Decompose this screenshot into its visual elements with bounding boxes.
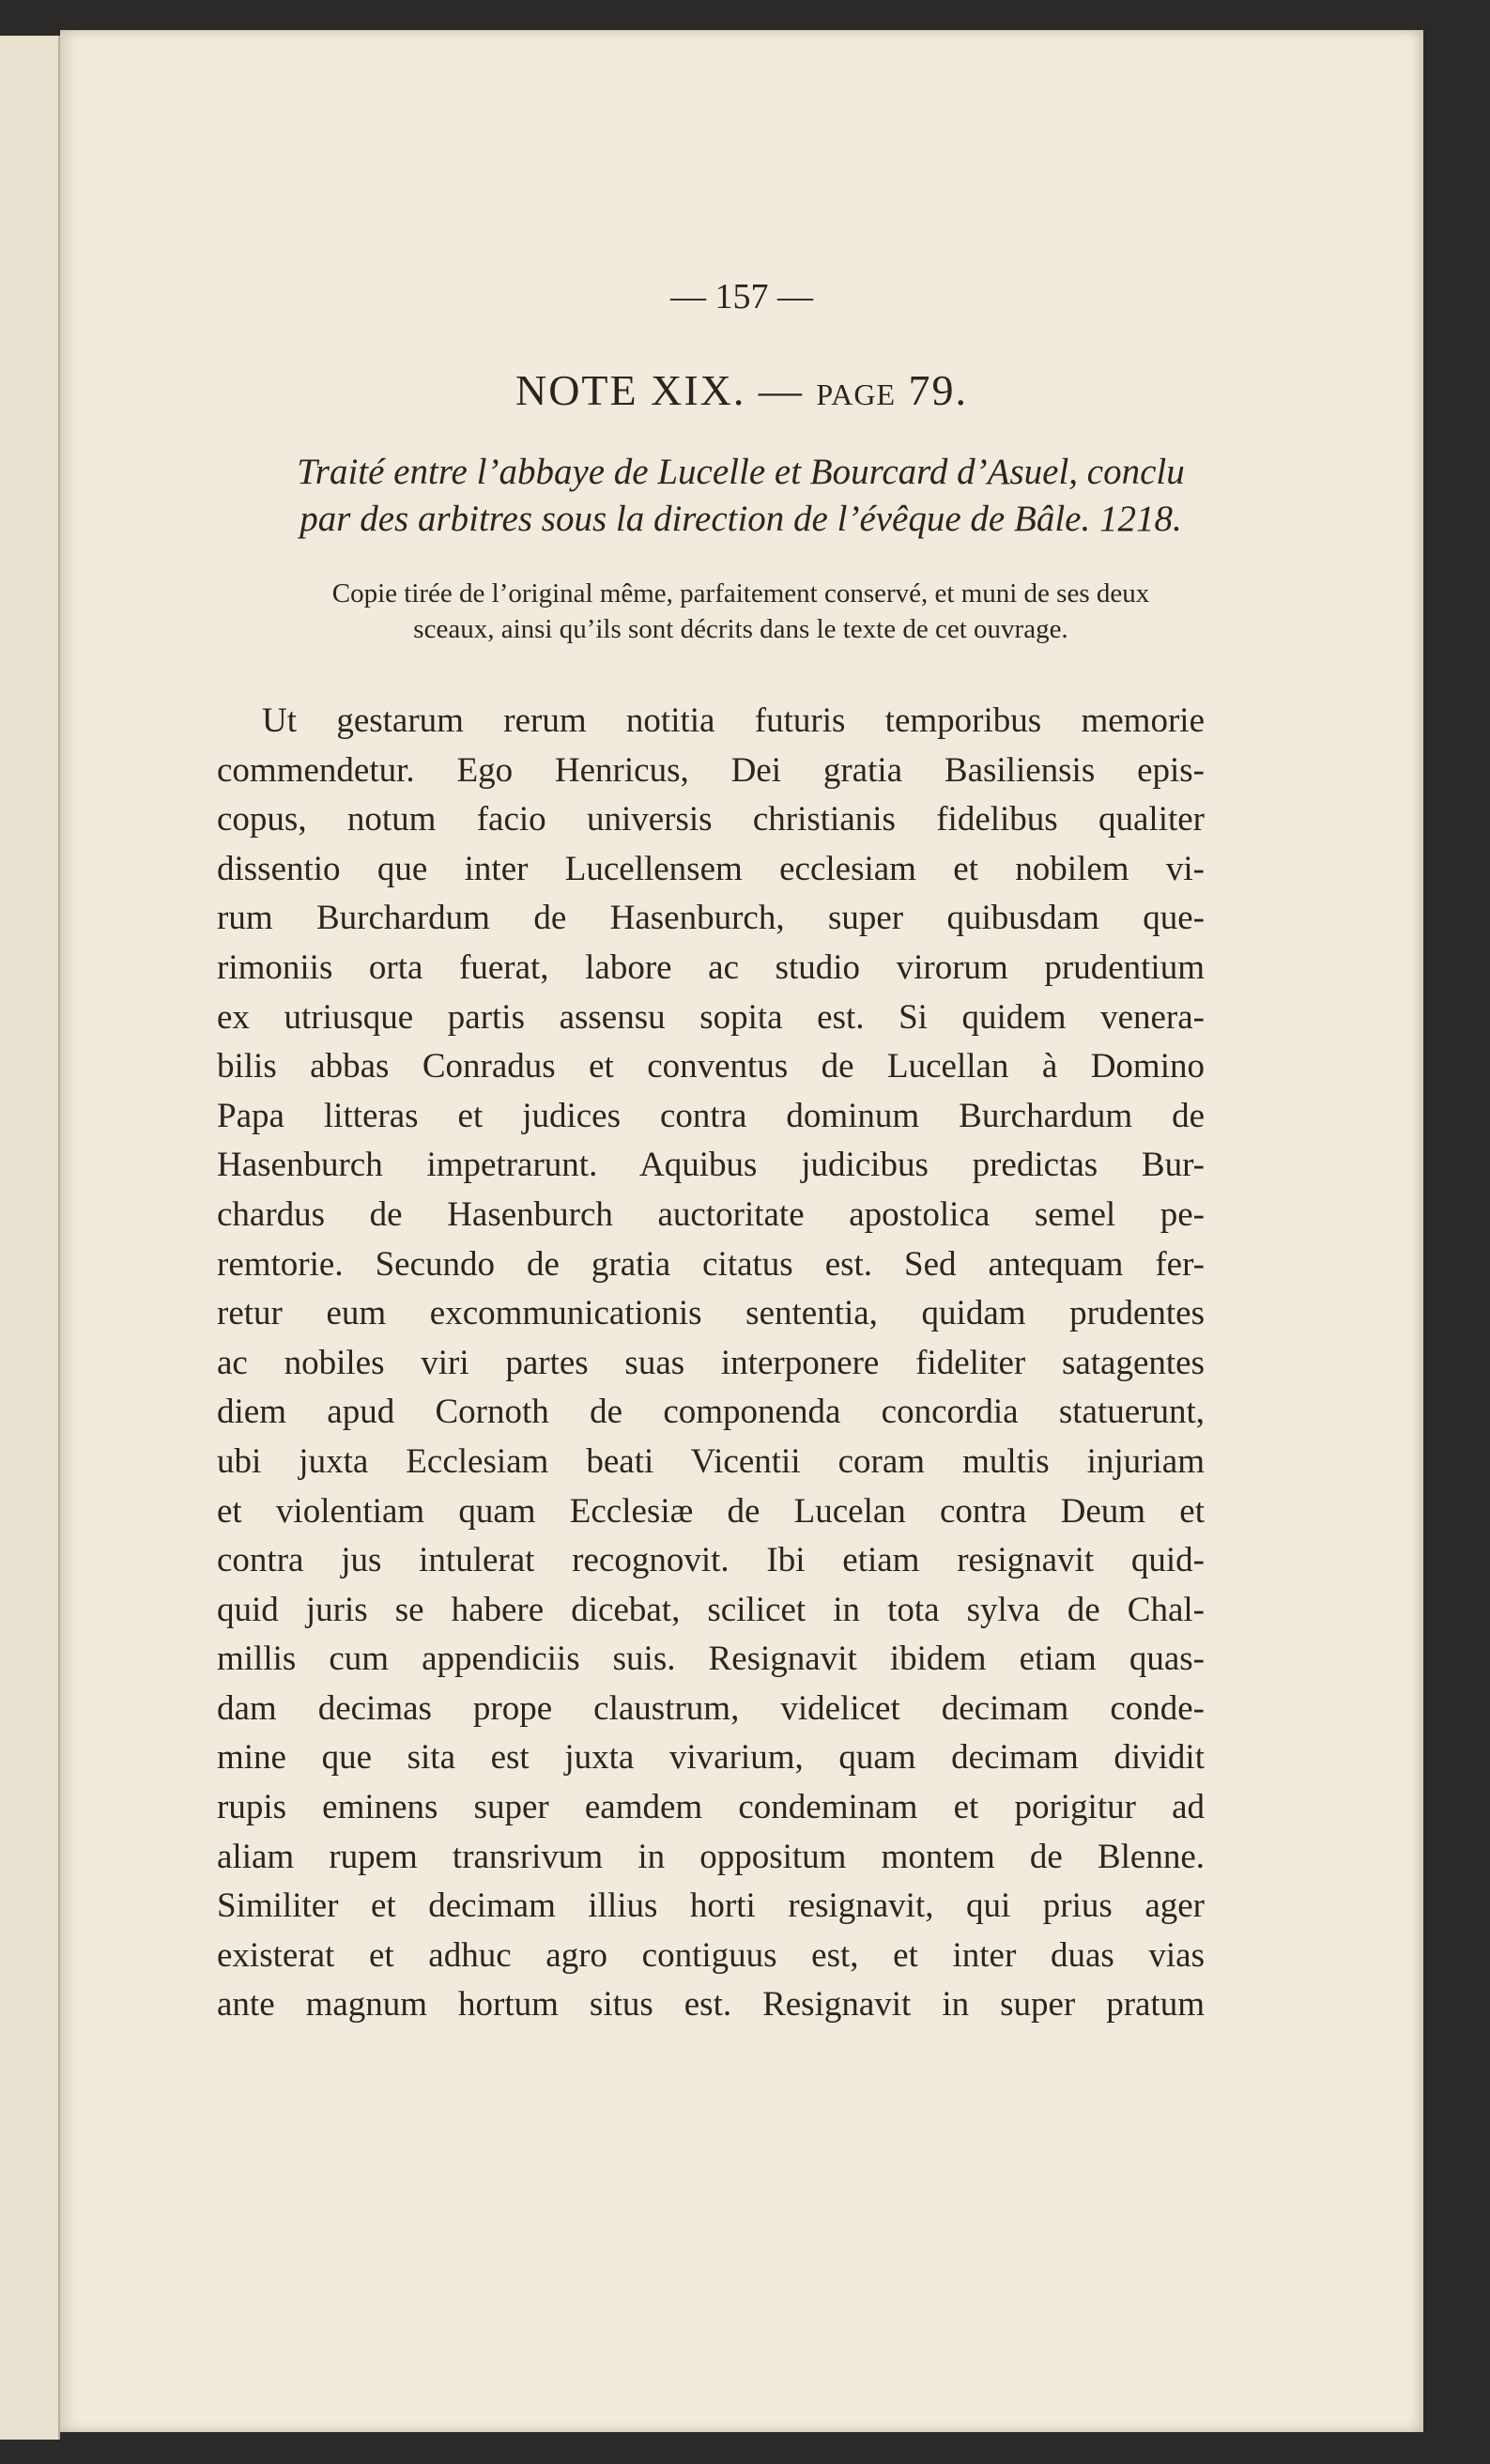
body-line: Hasenburch impetrarunt. Aquibus judicibus predictas Bur-: [217, 1146, 1205, 1185]
body-line: commendetur. Ego Henricus, Dei gratia Basiliensis epis-: [217, 750, 1205, 790]
body-line: rum Burchardum de Hasenburch, super quibusdam que-: [217, 899, 1205, 938]
body-line: Papa litteras et judices contra dominum Burchardum de: [217, 1096, 1205, 1135]
body-line: ex utriusque partis assensu sopita est. Si quidem venera-: [217, 997, 1205, 1037]
body-line: contra jus intulerat recognovit. Ibi etiam resignavit quid-: [217, 1541, 1205, 1580]
body-line: ubi juxta Ecclesiam beati Vicentii coram multis injuriam: [217, 1441, 1205, 1481]
body-line: rupis eminens super eamdem condeminam et porigitur ad: [217, 1788, 1205, 1827]
body-line: quid juris se habere dicebat, scilicet in tota sylva de Chal-: [217, 1590, 1205, 1629]
body-line: et violentiam quam Ecclesiæ de Lucelan contra Deum et: [217, 1491, 1205, 1531]
body-line: retur eum excommunicationis sententia, quidam prudentes: [217, 1294, 1205, 1333]
book-page: [60, 30, 1423, 2432]
body-line: copus, notum facio universis christianis fidelibus qualiter: [217, 800, 1205, 839]
title-line-2: par des arbitres sous la direction de l’évêque de Bâle. 1218.: [300, 499, 1182, 539]
body-line: millis cum appendiciis suis. Resignavit ibidem etiam quas-: [217, 1640, 1205, 1679]
copy-note-line-1: Copie tirée de l’original même, parfaitement conservé, et muni de ses deux: [331, 578, 1150, 608]
body-line: ac nobiles viri partes suas interponere fideliter satagentes: [217, 1343, 1205, 1382]
body-line: chardus de Hasenburch auctoritate apostolica semel pe-: [217, 1194, 1205, 1234]
copy-note-line-2: sceaux, ainsi qu’ils sont décrits dans le texte de cet ouvrage.: [413, 614, 1068, 644]
note-heading: [60, 365, 1423, 415]
body-line: existerat et adhuc agro contiguus est, et inter duas vias: [217, 1935, 1205, 1975]
page-label: PAGE: [816, 377, 897, 411]
facing-page-edge: [0, 36, 60, 2440]
body-line: dissentio que inter Lucellensem ecclesiam et nobilem vi-: [217, 849, 1205, 888]
page-number: — 157 —: [670, 277, 813, 316]
body-line: Ut gestarum rerum notitia futuris temporibus memorie: [262, 701, 1205, 740]
body-line: ante magnum hortum situs est. Resignavit in super pratum: [217, 1985, 1205, 2025]
page-reference: 79.: [908, 366, 969, 414]
body-line: diem apud Cornoth de componenda concordia statuerunt,: [217, 1393, 1205, 1432]
body-line: dam decimas prope claustrum, videlicet decimam conde-: [217, 1688, 1205, 1728]
body-line: mine que sita est juxta vivarium, quam decimam dividit: [217, 1738, 1205, 1778]
body-text: [217, 697, 1205, 2030]
body-line: rimoniis orta fuerat, labore ac studio virorum prudentium: [217, 947, 1205, 987]
note-number: NOTE XIX. —: [515, 366, 804, 414]
body-line: Similiter et decimam illius horti resignavit, qui prius ager: [217, 1886, 1205, 1926]
body-line: remtorie. Secundo de gratia citatus est. Sed antequam fer-: [217, 1244, 1205, 1284]
body-line: aliam rupem transrivum in oppositum montem de Blenne.: [217, 1837, 1205, 1876]
body-line: bilis abbas Conradus et conventus de Lucellan à Domino: [217, 1047, 1205, 1086]
title-line-1: Traité entre l’abbaye de Lucelle et Bourcard d’Asuel, conclu: [297, 452, 1185, 492]
